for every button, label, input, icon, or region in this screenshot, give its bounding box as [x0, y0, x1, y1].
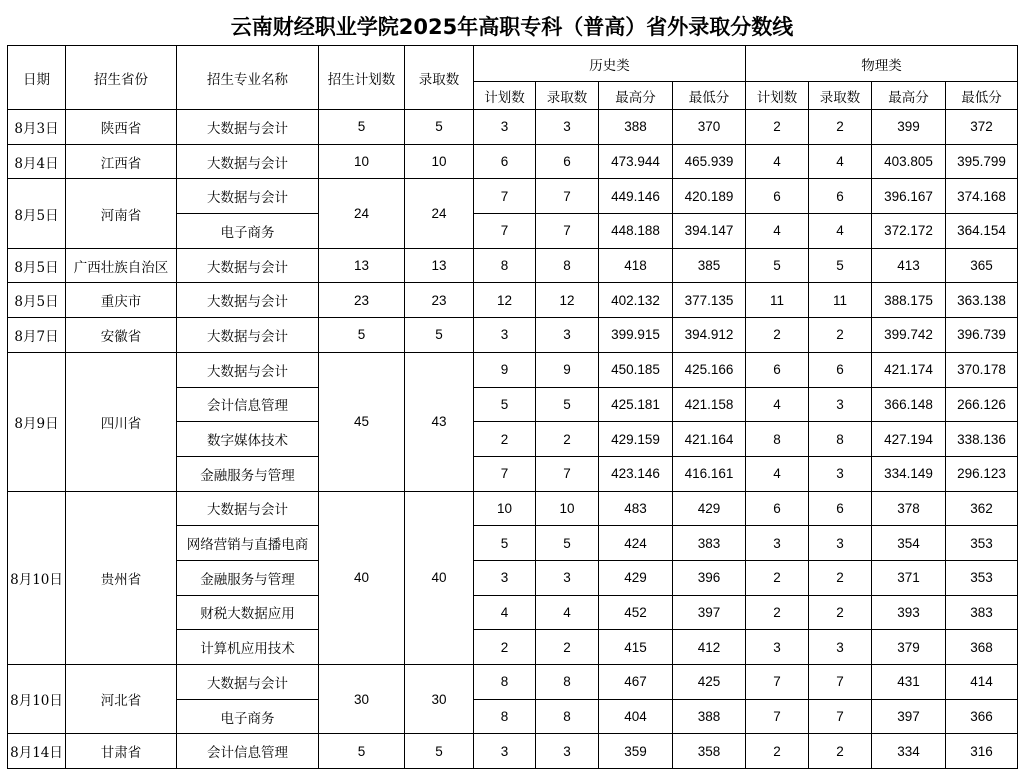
physics-admitted-cell: 8	[809, 422, 872, 457]
history-max-cell: 425.181	[599, 387, 673, 422]
physics-plan-cell: 4	[746, 387, 809, 422]
history-plan-cell: 4	[474, 595, 536, 630]
history-admitted-cell: 4	[536, 595, 599, 630]
admitted-cell: 5	[405, 318, 474, 353]
table-row	[8, 144, 1018, 179]
header-history-admitted: 录取数	[536, 82, 599, 110]
physics-min-cell: 374.168	[946, 179, 1018, 214]
major-cell: 大数据与会计	[177, 179, 319, 214]
physics-plan-cell: 3	[746, 630, 809, 665]
physics-plan-cell: 11	[746, 283, 809, 318]
table-row	[8, 734, 1018, 769]
physics-max-cell: 399	[872, 110, 946, 145]
major-cell: 财税大数据应用	[177, 595, 319, 630]
physics-min-cell: 365	[946, 248, 1018, 283]
plan-cell: 45	[319, 352, 405, 491]
province-cell: 甘肃省	[66, 734, 177, 769]
history-min-cell: 421.158	[673, 387, 746, 422]
history-admitted-cell: 8	[536, 248, 599, 283]
province-cell: 广西壮族自治区	[66, 248, 177, 283]
physics-admitted-cell: 7	[809, 699, 872, 734]
date-cell: 8月7日	[8, 318, 66, 353]
physics-max-cell: 378	[872, 491, 946, 526]
physics-min-cell: 338.136	[946, 422, 1018, 457]
history-plan-cell: 3	[474, 560, 536, 595]
date-cell: 8月5日	[8, 283, 66, 318]
admitted-cell: 30	[405, 665, 474, 734]
physics-min-cell: 364.154	[946, 214, 1018, 249]
physics-admitted-cell: 2	[809, 734, 872, 769]
physics-admitted-cell: 6	[809, 491, 872, 526]
physics-plan-cell: 2	[746, 734, 809, 769]
physics-plan-cell: 2	[746, 318, 809, 353]
history-max-cell: 418	[599, 248, 673, 283]
physics-admitted-cell: 3	[809, 526, 872, 561]
plan-cell: 24	[319, 179, 405, 248]
physics-max-cell: 427.194	[872, 422, 946, 457]
history-min-cell: 358	[673, 734, 746, 769]
major-cell: 大数据与会计	[177, 491, 319, 526]
admitted-cell: 40	[405, 491, 474, 664]
header-physics: 物理类	[746, 46, 1018, 82]
history-plan-cell: 3	[474, 734, 536, 769]
physics-admitted-cell: 3	[809, 387, 872, 422]
history-max-cell: 467	[599, 665, 673, 700]
history-min-cell: 420.189	[673, 179, 746, 214]
history-plan-cell: 10	[474, 491, 536, 526]
physics-admitted-cell: 5	[809, 248, 872, 283]
history-min-cell: 397	[673, 595, 746, 630]
history-admitted-cell: 3	[536, 734, 599, 769]
major-cell: 计算机应用技术	[177, 630, 319, 665]
history-admitted-cell: 3	[536, 110, 599, 145]
province-cell: 贵州省	[66, 491, 177, 664]
history-admitted-cell: 3	[536, 560, 599, 595]
history-admitted-cell: 6	[536, 144, 599, 179]
header-physics-admitted: 录取数	[809, 82, 872, 110]
physics-max-cell: 413	[872, 248, 946, 283]
header-province: 招生省份	[66, 46, 177, 110]
history-max-cell: 473.944	[599, 144, 673, 179]
plan-cell: 5	[319, 110, 405, 145]
physics-min-cell: 316	[946, 734, 1018, 769]
physics-max-cell: 371	[872, 560, 946, 595]
physics-plan-cell: 6	[746, 352, 809, 387]
physics-min-cell: 414	[946, 665, 1018, 700]
history-plan-cell: 6	[474, 144, 536, 179]
history-plan-cell: 9	[474, 352, 536, 387]
history-min-cell: 429	[673, 491, 746, 526]
physics-plan-cell: 2	[746, 595, 809, 630]
plan-cell: 5	[319, 734, 405, 769]
date-cell: 8月9日	[8, 352, 66, 491]
history-plan-cell: 8	[474, 699, 536, 734]
physics-min-cell: 396.739	[946, 318, 1018, 353]
physics-max-cell: 396.167	[872, 179, 946, 214]
physics-min-cell: 383	[946, 595, 1018, 630]
physics-max-cell: 421.174	[872, 352, 946, 387]
history-plan-cell: 3	[474, 110, 536, 145]
admitted-cell: 13	[405, 248, 474, 283]
header-admitted: 录取数	[405, 46, 474, 110]
history-plan-cell: 2	[474, 422, 536, 457]
date-cell: 8月10日	[8, 665, 66, 734]
history-plan-cell: 2	[474, 630, 536, 665]
province-cell: 河南省	[66, 179, 177, 248]
admitted-cell: 5	[405, 734, 474, 769]
physics-max-cell: 393	[872, 595, 946, 630]
physics-max-cell: 334	[872, 734, 946, 769]
major-cell: 会计信息管理	[177, 387, 319, 422]
history-min-cell: 370	[673, 110, 746, 145]
major-cell: 金融服务与管理	[177, 560, 319, 595]
history-max-cell: 402.132	[599, 283, 673, 318]
history-min-cell: 425.166	[673, 352, 746, 387]
history-plan-cell: 7	[474, 179, 536, 214]
physics-plan-cell: 4	[746, 456, 809, 491]
table-row	[8, 352, 1018, 387]
history-admitted-cell: 8	[536, 699, 599, 734]
province-cell: 江西省	[66, 144, 177, 179]
history-max-cell: 399.915	[599, 318, 673, 353]
history-plan-cell: 5	[474, 387, 536, 422]
physics-admitted-cell: 11	[809, 283, 872, 318]
physics-min-cell: 353	[946, 560, 1018, 595]
date-cell: 8月5日	[8, 179, 66, 248]
history-admitted-cell: 7	[536, 214, 599, 249]
history-plan-cell: 5	[474, 526, 536, 561]
physics-admitted-cell: 2	[809, 560, 872, 595]
plan-cell: 23	[319, 283, 405, 318]
history-admitted-cell: 2	[536, 422, 599, 457]
physics-max-cell: 431	[872, 665, 946, 700]
major-cell: 电子商务	[177, 214, 319, 249]
major-cell: 大数据与会计	[177, 665, 319, 700]
admitted-cell: 5	[405, 110, 474, 145]
history-plan-cell: 8	[474, 248, 536, 283]
history-min-cell: 396	[673, 560, 746, 595]
major-cell: 网络营销与直播电商	[177, 526, 319, 561]
history-min-cell: 412	[673, 630, 746, 665]
history-max-cell: 404	[599, 699, 673, 734]
history-min-cell: 385	[673, 248, 746, 283]
page-title: 云南财经职业学院2025年高职专科（普高）省外录取分数线	[230, 15, 794, 39]
physics-min-cell: 266.126	[946, 387, 1018, 422]
date-cell: 8月5日	[8, 248, 66, 283]
physics-admitted-cell: 4	[809, 214, 872, 249]
physics-plan-cell: 3	[746, 526, 809, 561]
major-cell: 大数据与会计	[177, 352, 319, 387]
physics-min-cell: 368	[946, 630, 1018, 665]
physics-plan-cell: 2	[746, 560, 809, 595]
physics-plan-cell: 6	[746, 491, 809, 526]
date-cell: 8月4日	[8, 144, 66, 179]
history-admitted-cell: 7	[536, 179, 599, 214]
header-history-max: 最高分	[599, 82, 673, 110]
physics-admitted-cell: 6	[809, 179, 872, 214]
history-admitted-cell: 3	[536, 318, 599, 353]
physics-plan-cell: 5	[746, 248, 809, 283]
history-min-cell: 377.135	[673, 283, 746, 318]
province-cell: 重庆市	[66, 283, 177, 318]
history-min-cell: 425	[673, 665, 746, 700]
history-min-cell: 465.939	[673, 144, 746, 179]
history-admitted-cell: 2	[536, 630, 599, 665]
major-cell: 大数据与会计	[177, 248, 319, 283]
history-max-cell: 415	[599, 630, 673, 665]
physics-min-cell: 362	[946, 491, 1018, 526]
date-cell: 8月10日	[8, 491, 66, 664]
admitted-cell: 43	[405, 352, 474, 491]
header-physics-min: 最低分	[946, 82, 1018, 110]
history-plan-cell: 7	[474, 456, 536, 491]
history-max-cell: 452	[599, 595, 673, 630]
admitted-cell: 24	[405, 179, 474, 248]
physics-plan-cell: 4	[746, 144, 809, 179]
history-plan-cell: 12	[474, 283, 536, 318]
physics-plan-cell: 4	[746, 214, 809, 249]
physics-max-cell: 334.149	[872, 456, 946, 491]
table-row	[8, 283, 1018, 318]
physics-max-cell: 388.175	[872, 283, 946, 318]
history-max-cell: 449.146	[599, 179, 673, 214]
table-row	[8, 491, 1018, 526]
major-cell: 会计信息管理	[177, 734, 319, 769]
province-cell: 陕西省	[66, 110, 177, 145]
table-row	[8, 665, 1018, 700]
plan-cell: 5	[319, 318, 405, 353]
admission-score-table	[7, 45, 1018, 769]
history-admitted-cell: 5	[536, 526, 599, 561]
major-cell: 大数据与会计	[177, 110, 319, 145]
major-cell: 数字媒体技术	[177, 422, 319, 457]
header-date: 日期	[8, 46, 66, 110]
header-physics-plan: 计划数	[746, 82, 809, 110]
major-cell: 大数据与会计	[177, 283, 319, 318]
history-admitted-cell: 9	[536, 352, 599, 387]
header-plan: 招生计划数	[319, 46, 405, 110]
history-max-cell: 423.146	[599, 456, 673, 491]
header-physics-max: 最高分	[872, 82, 946, 110]
header-major: 招生专业名称	[177, 46, 319, 110]
physics-min-cell: 366	[946, 699, 1018, 734]
history-max-cell: 388	[599, 110, 673, 145]
history-admitted-cell: 12	[536, 283, 599, 318]
physics-min-cell: 370.178	[946, 352, 1018, 387]
province-cell: 安徽省	[66, 318, 177, 353]
header-history-min: 最低分	[673, 82, 746, 110]
physics-max-cell: 399.742	[872, 318, 946, 353]
history-min-cell: 421.164	[673, 422, 746, 457]
history-plan-cell: 3	[474, 318, 536, 353]
physics-plan-cell: 7	[746, 699, 809, 734]
plan-cell: 13	[319, 248, 405, 283]
major-cell: 大数据与会计	[177, 144, 319, 179]
physics-min-cell: 296.123	[946, 456, 1018, 491]
physics-max-cell: 403.805	[872, 144, 946, 179]
physics-plan-cell: 7	[746, 665, 809, 700]
physics-min-cell: 372	[946, 110, 1018, 145]
table-row	[8, 110, 1018, 145]
history-plan-cell: 7	[474, 214, 536, 249]
table-row	[8, 318, 1018, 353]
history-min-cell: 394.147	[673, 214, 746, 249]
date-cell: 8月14日	[8, 734, 66, 769]
history-admitted-cell: 7	[536, 456, 599, 491]
major-cell: 金融服务与管理	[177, 456, 319, 491]
physics-admitted-cell: 2	[809, 318, 872, 353]
physics-plan-cell: 6	[746, 179, 809, 214]
admitted-cell: 10	[405, 144, 474, 179]
physics-admitted-cell: 3	[809, 456, 872, 491]
physics-max-cell: 397	[872, 699, 946, 734]
history-admitted-cell: 8	[536, 665, 599, 700]
history-max-cell: 450.185	[599, 352, 673, 387]
history-min-cell: 388	[673, 699, 746, 734]
history-max-cell: 424	[599, 526, 673, 561]
history-min-cell: 394.912	[673, 318, 746, 353]
table-body	[8, 110, 1018, 769]
physics-min-cell: 395.799	[946, 144, 1018, 179]
physics-admitted-cell: 3	[809, 630, 872, 665]
history-max-cell: 448.188	[599, 214, 673, 249]
physics-plan-cell: 8	[746, 422, 809, 457]
province-cell: 四川省	[66, 352, 177, 491]
date-cell: 8月3日	[8, 110, 66, 145]
history-max-cell: 429.159	[599, 422, 673, 457]
table-row	[8, 179, 1018, 214]
plan-cell: 30	[319, 665, 405, 734]
physics-max-cell: 354	[872, 526, 946, 561]
history-min-cell: 383	[673, 526, 746, 561]
major-cell: 大数据与会计	[177, 318, 319, 353]
history-admitted-cell: 5	[536, 387, 599, 422]
physics-min-cell: 363.138	[946, 283, 1018, 318]
table-row	[8, 248, 1018, 283]
physics-admitted-cell: 4	[809, 144, 872, 179]
history-min-cell: 416.161	[673, 456, 746, 491]
physics-max-cell: 379	[872, 630, 946, 665]
physics-admitted-cell: 6	[809, 352, 872, 387]
physics-admitted-cell: 2	[809, 595, 872, 630]
physics-max-cell: 366.148	[872, 387, 946, 422]
history-max-cell: 429	[599, 560, 673, 595]
physics-max-cell: 372.172	[872, 214, 946, 249]
history-max-cell: 483	[599, 491, 673, 526]
header-history: 历史类	[474, 46, 746, 82]
physics-min-cell: 353	[946, 526, 1018, 561]
physics-admitted-cell: 7	[809, 665, 872, 700]
plan-cell: 10	[319, 144, 405, 179]
province-cell: 河北省	[66, 665, 177, 734]
history-max-cell: 359	[599, 734, 673, 769]
physics-plan-cell: 2	[746, 110, 809, 145]
header-history-plan: 计划数	[474, 82, 536, 110]
history-admitted-cell: 10	[536, 491, 599, 526]
plan-cell: 40	[319, 491, 405, 664]
history-plan-cell: 8	[474, 665, 536, 700]
major-cell: 电子商务	[177, 699, 319, 734]
admitted-cell: 23	[405, 283, 474, 318]
physics-admitted-cell: 2	[809, 110, 872, 145]
